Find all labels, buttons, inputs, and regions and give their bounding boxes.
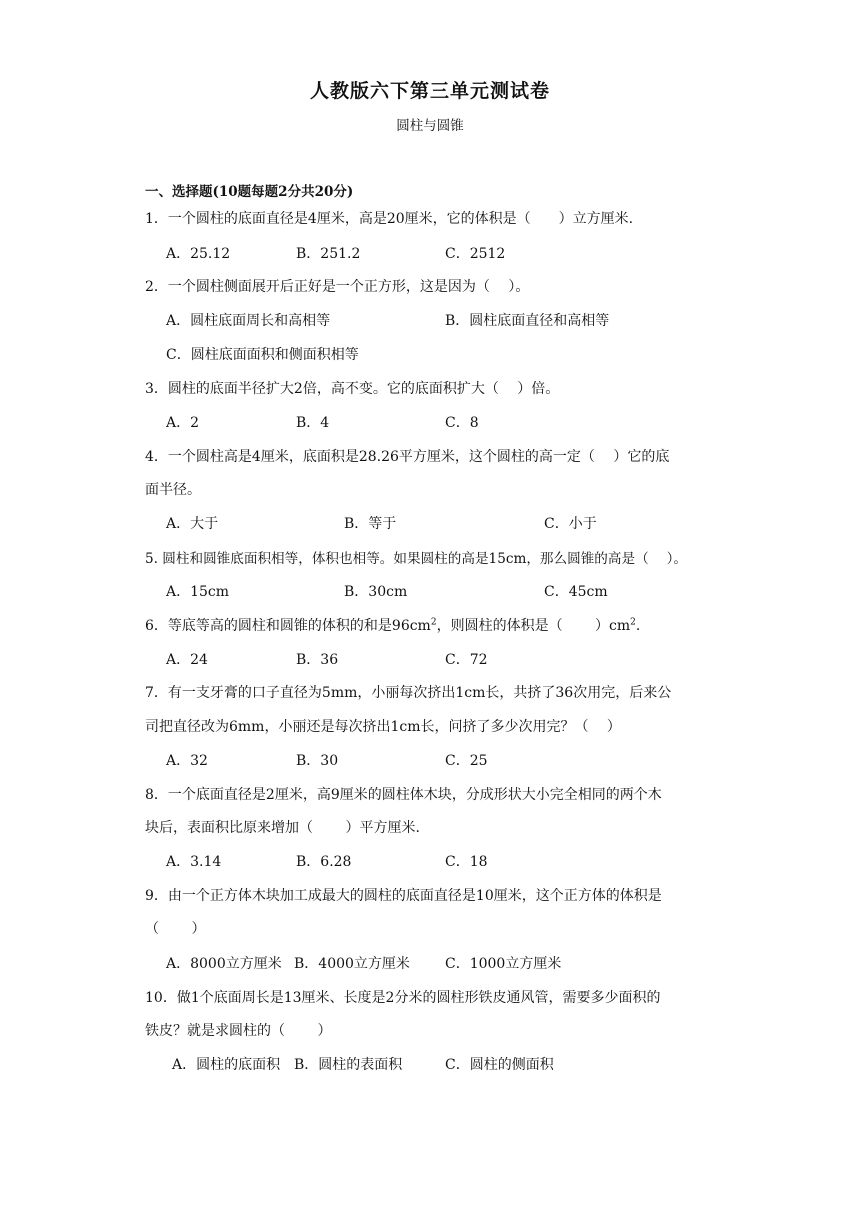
question-3-option-b: B．4 bbox=[296, 415, 330, 431]
question-5-option-a: A．15cm bbox=[166, 584, 230, 600]
superscript-2: 2 bbox=[630, 617, 636, 628]
page-subtitle: 圆柱与圆锥 bbox=[396, 118, 464, 134]
question-9-text-line-2: （ ） bbox=[145, 921, 206, 937]
question-1-text: 1．一个圆柱的底面直径是4厘米，高是20厘米，它的体积是（ ）立方厘米. bbox=[145, 211, 634, 227]
question-2-option-c: C．圆柱底面面积和侧面积相等 bbox=[166, 347, 359, 363]
section-heading: 一、选择题(10题每题2分共20分) bbox=[145, 184, 354, 200]
question-8-option-a: A．3.14 bbox=[166, 854, 222, 870]
question-10-text-line-2: 铁皮？就是求圆柱的（ ） bbox=[145, 1023, 332, 1039]
question-7-text-line-1: 7．有一支牙膏的口子直径为5mm，小丽每次挤出1cm长，共挤了36次用完，后来公 bbox=[145, 685, 672, 701]
question-9-text-line-1: 9．由一个正方体木块加工成最大的圆柱的底面直径是10厘米，这个正方体的体积是 bbox=[145, 888, 662, 904]
question-3-option-c: C．8 bbox=[445, 415, 479, 431]
question-6-text bbox=[145, 615, 640, 635]
question-8-text-line-1: 8．一个底面直径是2厘米，高9厘米的圆柱体木块，分成形状大小完全相同的两个木 bbox=[145, 787, 662, 803]
page-title: 人教版六下第三单元测试卷 bbox=[309, 80, 550, 102]
question-8-text-line-2: 块后，表面积比原来增加（ ）平方厘米. bbox=[145, 820, 420, 836]
question-3-text: 3．圆柱的底面半径扩大2倍，高不变。它的底面积扩大（ ）倍。 bbox=[145, 381, 560, 397]
question-8-option-c: C．18 bbox=[445, 854, 488, 870]
question-7-option-a: A．32 bbox=[166, 753, 208, 769]
question-6-text-part-2: ，则圆柱的体积是（ ）cm bbox=[436, 618, 631, 634]
question-1-option-c: C．2512 bbox=[445, 246, 506, 262]
question-1-option-a: A．25.12 bbox=[166, 246, 231, 262]
question-7-text-line-2: 司把直径改为6mm，小丽还是每次挤出1cm长，问挤了多少次用完？（ ） bbox=[145, 719, 621, 735]
question-2-text: 2．一个圆柱侧面展开后正好是一个正方形，这是因为（ ）。 bbox=[145, 279, 530, 295]
question-4-text-line-1: 4．一个圆柱高是4厘米，底面积是28.26平方厘米，这个圆柱的高一定（ ）它的底 bbox=[145, 449, 670, 465]
question-6-text-part-1: 6．等底等高的圆柱和圆锥的体积的和是96cm bbox=[145, 618, 431, 634]
question-2-option-b: B．圆柱底面直径和高相等 bbox=[445, 313, 610, 329]
question-5-option-b: B．30cm bbox=[344, 584, 408, 600]
question-6-option-b: B．36 bbox=[296, 652, 339, 668]
question-6-option-a: A．24 bbox=[166, 652, 208, 668]
question-4-option-c: C．小于 bbox=[544, 516, 597, 532]
question-7-option-c: C．25 bbox=[445, 753, 488, 769]
superscript-2: 2 bbox=[430, 617, 437, 628]
question-5-option-c: C．45cm bbox=[544, 584, 608, 600]
question-1-option-b: B．251.2 bbox=[296, 246, 361, 262]
question-9-option-b: B．4000立方厘米 bbox=[294, 956, 410, 972]
question-10-option-a: A．圆柱的底面积 bbox=[172, 1057, 281, 1073]
question-5-text: 5. 圆柱和圆锥底面积相等，体积也相等。如果圆柱的高是15cm，那么圆锥的高是（ ）。 bbox=[145, 551, 687, 567]
question-8-option-b: B．6.28 bbox=[296, 854, 352, 870]
question-7-option-b: B．30 bbox=[296, 753, 339, 769]
question-4-option-a: A．大于 bbox=[166, 516, 219, 532]
question-6-option-c: C．72 bbox=[445, 652, 488, 668]
question-4-text-line-2: 面半径。 bbox=[145, 482, 201, 498]
question-9-option-c: C．1000立方厘米 bbox=[445, 956, 562, 972]
question-9-option-a: A．8000立方厘米 bbox=[166, 956, 282, 972]
question-3-option-a: A．2 bbox=[166, 415, 200, 431]
question-10-option-c: C．圆柱的侧面积 bbox=[445, 1057, 554, 1073]
question-4-option-b: B．等于 bbox=[344, 516, 397, 532]
question-2-option-a: A．圆柱底面周长和高相等 bbox=[166, 313, 331, 329]
question-10-text-line-1: 10．做1个底面周长是13厘米、长度是2分米的圆柱形铁皮通风管，需要多少面积的 bbox=[145, 990, 661, 1006]
question-10-option-b: B．圆柱的表面积 bbox=[294, 1057, 403, 1073]
question-6-text-part-3: . bbox=[635, 618, 641, 634]
